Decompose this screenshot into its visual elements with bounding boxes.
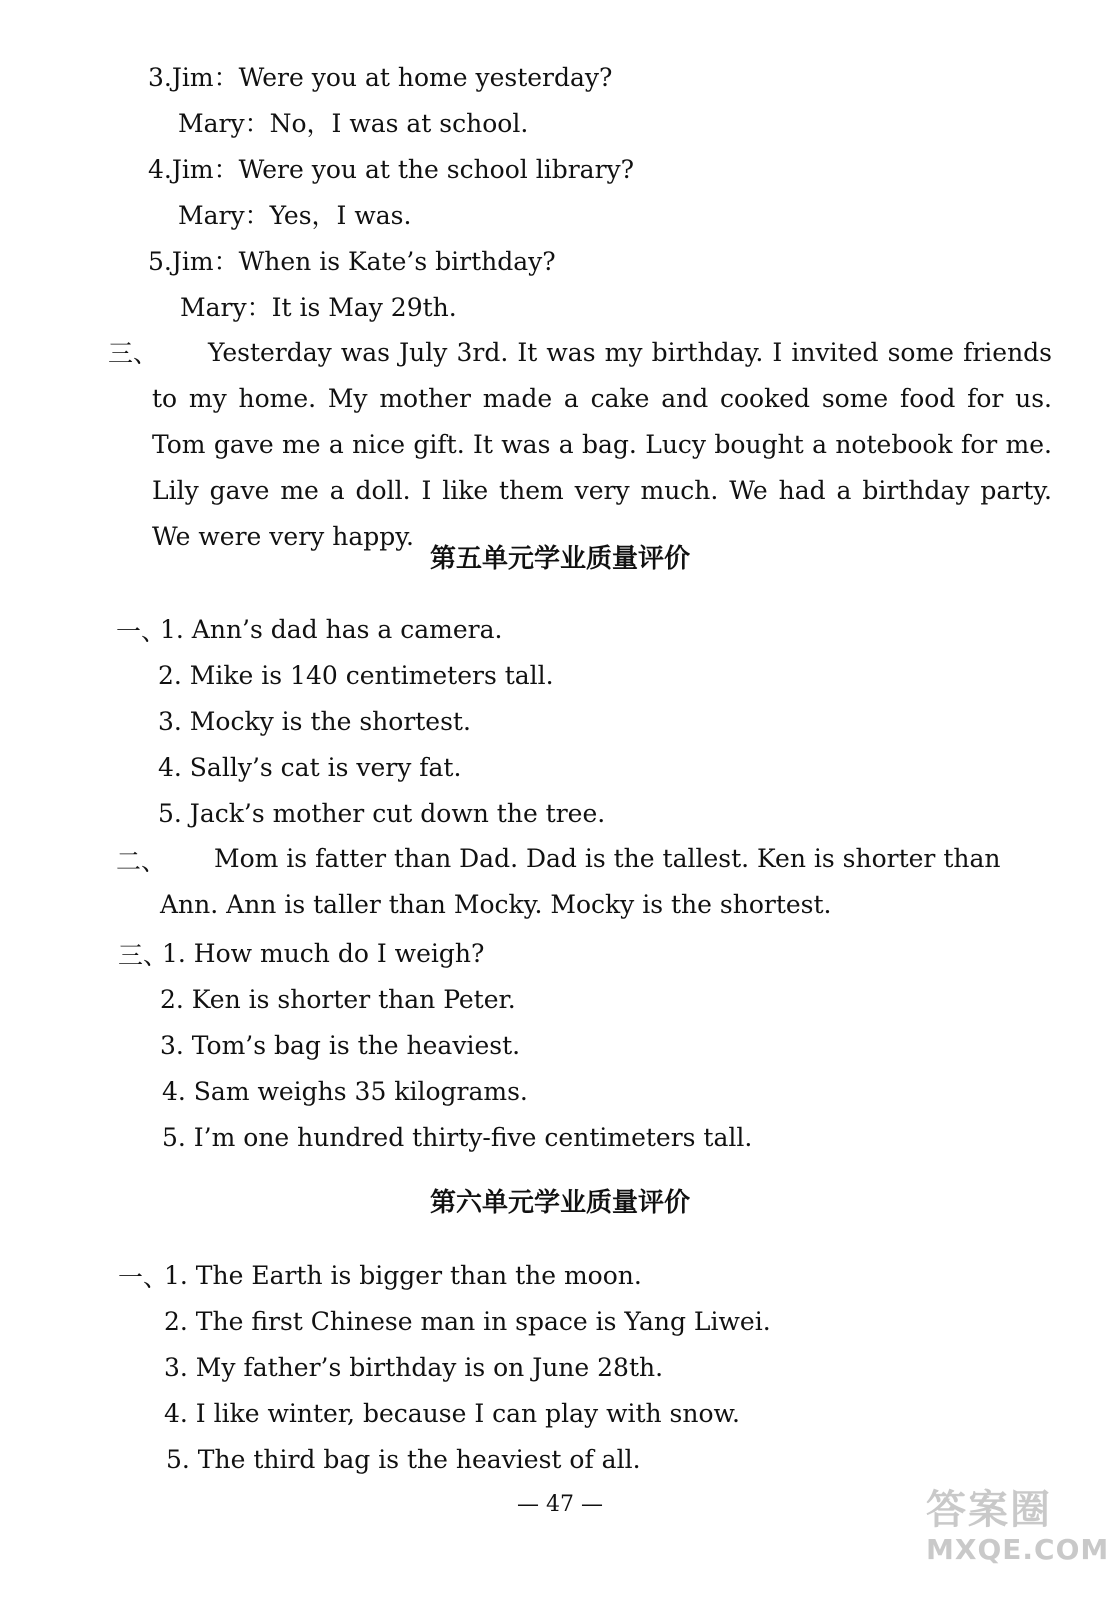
watermark-logo bbox=[926, 1486, 1110, 1586]
unit5-part3-item-2: 2. Ken is shorter than Peter. bbox=[160, 985, 516, 1014]
dialogue-4-number: 4. bbox=[148, 155, 172, 184]
unit5-part3-item-1: 1. How much do I weigh? bbox=[162, 939, 485, 968]
unit6-part1-marker: 一、 bbox=[118, 1263, 169, 1292]
unit5-part3-item-5: 5. I’m one hundred thirty-five centimeters tall. bbox=[162, 1123, 753, 1152]
dialogue-5-jim bbox=[148, 246, 556, 278]
dialogue-3-number: 3. bbox=[148, 63, 172, 92]
unit6-part1-item-2: 2. The first Chinese man in space is Yang Liwei. bbox=[164, 1307, 771, 1336]
dialogue-5-mary: Mary：It is May 29th. bbox=[180, 293, 457, 322]
passage-body: Yesterday was July 3rd. It was my birthday. I invited some friends to my home. My mother made a cake and cooked some food for us. Tom gave me a nice gift. It was a bag. Lucy bought a notebook for me. Lily gave me a doll. I like them very much. We had a birthday party. We were very happy. bbox=[152, 338, 1052, 551]
unit5-title: 第五单元学业质量评价 bbox=[429, 544, 690, 574]
unit5-part3-item-3: 3. Tom’s bag is the heaviest. bbox=[160, 1031, 521, 1060]
unit5-part1-item-4: 4. Sally’s cat is very fat. bbox=[158, 753, 462, 782]
page-number: — 47 — bbox=[517, 1492, 603, 1517]
watermark-top-text: 答案圈 bbox=[926, 1487, 1052, 1533]
unit5-part1-item-1: 1. Ann’s dad has a camera. bbox=[160, 615, 503, 644]
dialogue-4-jim-text: Jim：Were you at the school library? bbox=[171, 155, 635, 184]
unit5-part1-item-5: 5. Jack’s mother cut down the tree. bbox=[158, 799, 606, 828]
unit6-part1-item-4: 4. I like winter, because I can play with snow. bbox=[164, 1399, 740, 1428]
dialogue-3-mary: Mary：No，I was at school. bbox=[178, 109, 529, 138]
dialogue-5-number: 5. bbox=[148, 247, 172, 276]
unit6-part1-item-1: 1. The Earth is bigger than the moon. bbox=[164, 1261, 642, 1290]
unit6-title: 第六单元学业质量评价 bbox=[429, 1188, 690, 1218]
passage-text bbox=[152, 330, 1052, 560]
unit5-part2-body: Mom is fatter than Dad. Dad is the tallest. Ken is shorter than Ann. Ann is taller than Mocky. Mocky is the shortest. bbox=[160, 844, 1001, 919]
unit6-part1-item-5: 5. The third bag is the heaviest of all. bbox=[166, 1445, 641, 1474]
unit5-part2-text bbox=[160, 836, 1050, 928]
watermark-bottom-text: MXQE.COM bbox=[926, 1533, 1110, 1566]
unit5-part1-item-2: 2. Mike is 140 centimeters tall. bbox=[158, 661, 554, 690]
dialogue-4-jim bbox=[148, 154, 634, 186]
unit6-part1-item-3: 3. My father’s birthday is on June 28th. bbox=[164, 1353, 664, 1382]
unit5-part3-item-4: 4. Sam weighs 35 kilograms. bbox=[162, 1077, 528, 1106]
dialogue-5-jim-text: Jim：When is Kate’s birthday? bbox=[171, 247, 556, 276]
passage-marker: 三、 bbox=[108, 339, 159, 368]
dialogue-3-jim-text: Jim：Were you at home yesterday? bbox=[171, 63, 613, 92]
unit5-part3-marker: 三、 bbox=[118, 941, 169, 970]
unit5-part1-item-3: 3. Mocky is the shortest. bbox=[158, 707, 471, 736]
unit5-part1-marker: 一、 bbox=[116, 617, 167, 646]
dialogue-3-jim bbox=[148, 62, 612, 94]
dialogue-4-mary: Mary：Yes，I was. bbox=[178, 201, 412, 230]
unit5-part2-marker: 二、 bbox=[116, 847, 167, 876]
